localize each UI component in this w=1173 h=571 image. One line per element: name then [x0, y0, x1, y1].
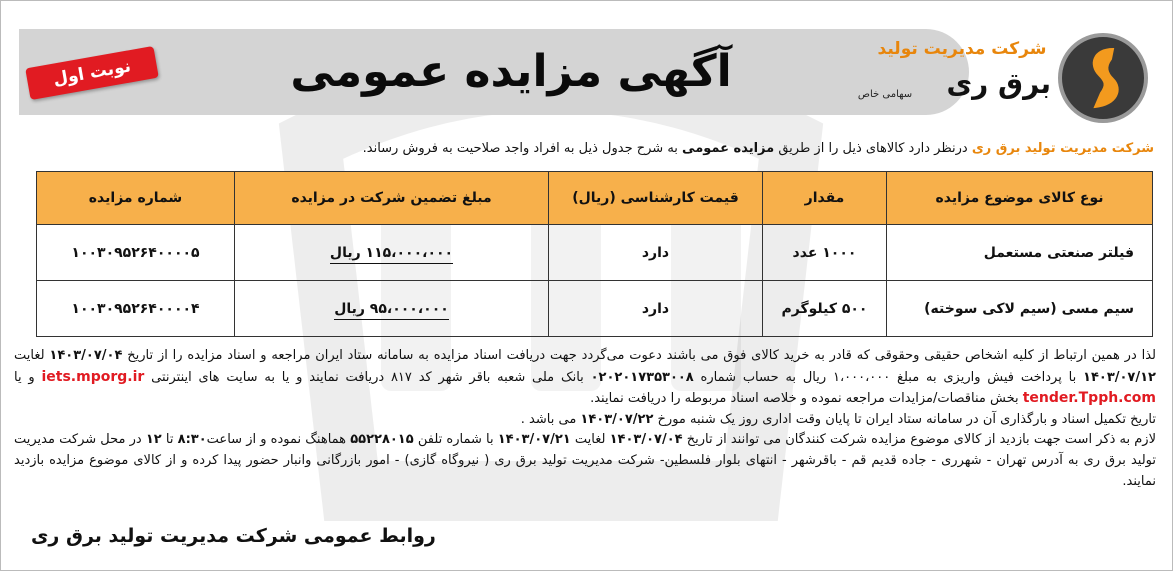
text-span: در محل شرکت مدیریت تولید برق ری به آدرس تهران - شهرری - جاده قدیم قم - باقرشهر - انتهای بلوار فلسطین- شرکت مدیریت تولید برق ری ( نیروگاه گازی) - امور بازرگانی وانبار حضور پیدا کرده و از کالای موضوع مزایده بازدید نمایند. — [14, 432, 1156, 489]
text-span: با پرداخت فیش واریزی به مبلغ ۱،۰۰۰،۰۰۰ ریال به حساب شماره — [693, 369, 1084, 385]
table-row — [37, 225, 1153, 281]
header-number: شماره مزایده — [37, 172, 235, 225]
page-title: آگهی مزایده عمومی — [290, 46, 732, 97]
cell-deposit — [235, 225, 549, 281]
cell-number: ۱۰۰۳۰۹۵۲۶۴۰۰۰۰۴ — [37, 281, 235, 337]
text-span: بانک ملی شعبه باقر شهر کد ۸۱۷ دریافت نمایند و یا به سایت های اینترنتی — [144, 369, 591, 385]
deposit-value: ۹۵،۰۰۰،۰۰۰ ریال — [334, 301, 449, 320]
round-badge: نوبت اول — [25, 46, 159, 100]
paragraph-documents — [14, 346, 1156, 410]
cell-price: دارد — [549, 225, 763, 281]
company-name-main: برق ری — [946, 67, 1051, 100]
text-span: بخش مناقصات/مزایدات مراجعه نموده و خلاصه اسناد مربوطه را دریافت نمایند. — [590, 391, 1023, 407]
company-type: سهامی خاص — [857, 89, 913, 100]
company-name-top: شرکت مدیریت تولید — [877, 39, 1047, 59]
cell-price: دارد — [549, 281, 763, 337]
text-span: می باشد . — [520, 411, 581, 427]
intro-company: شرکت مدیریت تولید برق ری — [971, 141, 1154, 156]
text-span: و یا — [14, 369, 42, 385]
cell-deposit — [235, 281, 549, 337]
text-span: تاریخ تکمیل اسناد و بارگذاری آن در سامانه ستاد ایران تا پایان وقت اداری روز یک شنبه مورخ — [653, 411, 1156, 427]
website-link[interactable]: tender.Tpph.com — [1022, 390, 1156, 407]
text-span: هماهنگ نموده و از ساعت — [206, 432, 351, 448]
table-header-row — [37, 172, 1153, 225]
phone-number: ۵۵۲۲۸۰۱۵ — [350, 432, 414, 448]
text-span: لازم به ذکر است جهت بازدید از کالای موضوع مزایده شرکت کنندگان می توانند از تاریخ — [682, 432, 1157, 448]
website-link[interactable]: iets.mporg.ir — [41, 368, 145, 385]
deposit-value: ۱۱۵،۰۰۰،۰۰۰ ریال — [330, 245, 453, 264]
table-row — [37, 281, 1153, 337]
header-price: قیمت کارشناسی (ریال) — [549, 172, 763, 225]
cell-number: ۱۰۰۳۰۹۵۲۶۴۰۰۰۰۵ — [37, 225, 235, 281]
text-span: لذا در همین ارتباط از کلیه اشخاص حقیقی وحقوقی که قادر به خرید کالای فوق می باشند دعوت می‌گردد جهت دریافت اسناد مزایده به سامانه ستاد ایران مراجعه و اسناد مزایده را از تاریخ — [122, 348, 1156, 363]
intro-text-2: به شرح جدول ذیل به افراد واجد صلاحیت به فروش رساند. — [362, 141, 683, 156]
body-text — [14, 346, 1156, 492]
header-qty: مقدار — [763, 172, 887, 225]
text-span: با شماره تلفن — [413, 432, 498, 448]
date-value: ۱۴۰۳/۰۷/۰۴ — [609, 432, 683, 448]
cell-qty: ۵۰۰ کیلوگرم — [763, 281, 887, 337]
text-span: لغایت — [570, 432, 610, 448]
time-value: ۸:۳۰ — [177, 432, 207, 448]
date-value: ۱۴۰۳/۰۷/۲۱ — [497, 432, 571, 448]
date-value: ۱۴۰۳/۰۷/۱۲ — [1083, 369, 1156, 385]
header-deposit: مبلغ تضمین شرکت در مزایده — [235, 172, 549, 225]
text-span: لغایت — [14, 348, 50, 363]
intro-highlight: مزایده عمومی — [682, 141, 775, 156]
cell-item: سیم مسی (سیم لاکی سوخته) — [887, 281, 1153, 337]
lightning-bolt-icon — [1083, 45, 1125, 111]
header-item: نوع کالای موضوع مزایده — [887, 172, 1153, 225]
intro-text — [14, 139, 1154, 159]
paragraph-visit — [14, 430, 1156, 492]
date-value: ۱۴۰۳/۰۷/۲۲ — [580, 411, 654, 427]
footer-signature: روابط عمومی شرکت مدیریت تولید برق ری — [31, 525, 436, 547]
cell-item: فیلتر صنعتی مستعمل — [887, 225, 1153, 281]
time-value: ۱۲ — [145, 432, 162, 448]
date-value: ۱۴۰۳/۰۷/۰۴ — [49, 348, 123, 363]
paragraph-deadline — [14, 410, 1156, 431]
text-span: تا — [161, 432, 178, 448]
auction-table — [36, 171, 1153, 337]
intro-text-1: درنظر دارد کالاهای ذیل را از طریق — [774, 141, 972, 156]
account-number: ۰۲۰۲۰۱۷۳۵۳۰۰۸ — [590, 369, 694, 385]
cell-qty: ۱۰۰۰ عدد — [763, 225, 887, 281]
